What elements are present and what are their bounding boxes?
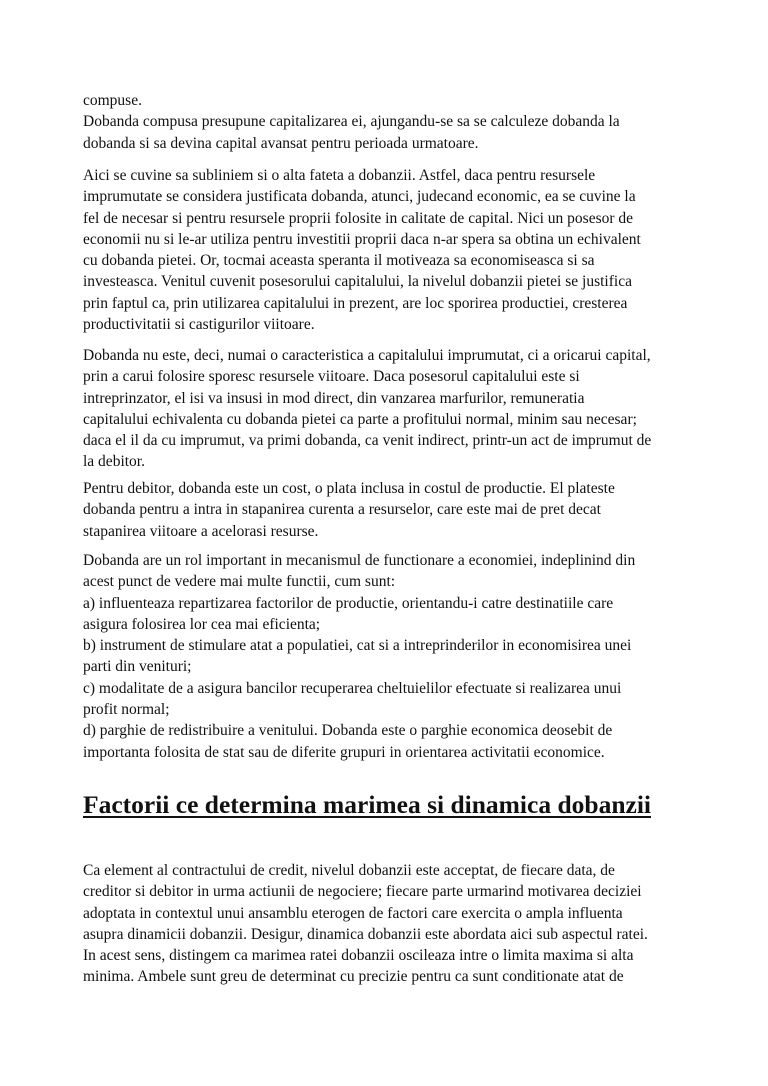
section-heading: Factorii ce determina marimea si dinamica dobanzii xyxy=(83,790,651,819)
paragraph-interest-functions xyxy=(83,550,703,763)
text-line: adoptata in contextul unui ansamblu eterogen de factori care exercita o ampla influenta xyxy=(83,904,623,922)
paragraph-compound-interest xyxy=(83,90,703,154)
list-item: b) instrument de stimulare atat a populatiei, cat si a intreprinderilor in economisirea unei xyxy=(83,637,632,655)
text-line: fel de necesar si pentru resursele proprii folosite in calitate de capital. Nici un posesor de xyxy=(83,209,634,227)
text-line: daca el il da cu imprumut, va primi dobanda, ca venit indirect, printr-un act de imprumut de xyxy=(83,432,652,450)
text-line: Aici se cuvine sa subliniem si o alta fateta a dobanzii. Astfel, daca pentru resursele xyxy=(83,167,596,184)
list-item-continuation: importanta folosita de stat sau de diferite grupuri in orientarea activitatii economice. xyxy=(83,743,605,761)
text-line: cu dobanda pietei. Or, tocmai aceasta speranta il motiveaza sa economiseasca si sa xyxy=(83,252,595,270)
list-item-continuation: parti din venituri; xyxy=(83,658,192,676)
text-line: la debitor. xyxy=(83,453,145,471)
text-line: investeasca. Venitul cuvenit posesorului capitalului, la nivelul dobanzii pietei se justifica xyxy=(83,273,632,291)
text-line: Ca element al contractului de credit, nivelul dobanzii este acceptat, de fiecare data, de xyxy=(83,862,615,879)
text-line: creditor si debitor in urma actiunii de negociere; fiecare parte urmarind motivarea deciziei xyxy=(83,883,642,901)
text-line: productivitatii si castigurilor viitoare. xyxy=(83,316,315,334)
paragraph-own-capital xyxy=(83,165,703,335)
text-line: stapanirea viitoare a acelorasi resurse. xyxy=(83,522,319,540)
text-line: compuse. xyxy=(83,92,142,109)
list-item: c) modalitate de a asigura bancilor recuperarea cheltuielilor efectuate si realizarea unui xyxy=(83,679,622,697)
list-item-continuation: asigura folosirea lor cea mai eficienta; xyxy=(83,615,321,633)
paragraph-capital-characteristic xyxy=(83,345,703,473)
text-line: imprumutate se considera justificata dobanda, atunci, judecand economic, ea se cuvine la xyxy=(83,188,636,206)
paragraph-credit-contract xyxy=(83,860,703,988)
text-line: minima. Ambele sunt greu de determinat cu precizie pentru ca sunt conditionate atat de xyxy=(83,968,624,986)
list-item: d) parghie de redistribuire a venitului. Dobanda este o parghie economica deosebit de xyxy=(83,722,613,740)
text-line: Pentru debitor, dobanda este un cost, o plata inclusa in costul de productie. El plateste xyxy=(83,480,615,497)
text-line: Dobanda compusa presupune capitalizarea ei, ajungandu-se sa se calculeze dobanda la xyxy=(83,113,620,131)
text-line: dobanda pentru a intra in stapanirea curenta a resurselor, care este mai de pret decat xyxy=(83,501,601,519)
text-line: asupra dinamicii dobanzii. Desigur, dinamica dobanzii este abordata aici sub aspectul ratei. xyxy=(83,925,648,943)
text-line: intreprinzator, el isi va insusi in mod direct, din vanzarea marfurilor, remuneratia xyxy=(83,389,585,407)
list-item: a) influenteaza repartizarea factorilor de productie, orientandu-i catre destinatiile care xyxy=(83,594,614,612)
text-line: prin faptul ca, prin utilizarea capitalului in prezent, are loc sporirea productiei, cresterea xyxy=(83,294,628,312)
text-line: Dobanda are un rol important in mecanismul de functionare a economiei, indeplinind din xyxy=(83,552,636,569)
text-line: economii nu si le-ar utiliza pentru investitii proprii daca n-ar spera sa obtina un echivalent xyxy=(83,230,641,248)
text-line: Dobanda nu este, deci, numai o caracteristica a capitalului imprumutat, ci a oricarui capital, xyxy=(83,347,651,364)
text-line: In acest sens, distingem ca marimea ratei dobanzii oscileaza intre o limita maxima si alta xyxy=(83,947,634,965)
text-line: capitalului echivalenta cu dobanda pietei ca parte a profitului normal, minim sau necesar; xyxy=(83,410,637,428)
text-line: prin a carui folosire sporesc resursele viitoare. Daca posesorul capitalului este si xyxy=(83,368,580,386)
text-line: acest punct de vedere mai multe functii, cum sunt: xyxy=(83,573,396,591)
paragraph-debtor-cost xyxy=(83,478,703,542)
text-line: dobanda si sa devina capital avansat pentru perioada urmatoare. xyxy=(83,134,479,152)
list-item-continuation: profit normal; xyxy=(83,701,170,719)
